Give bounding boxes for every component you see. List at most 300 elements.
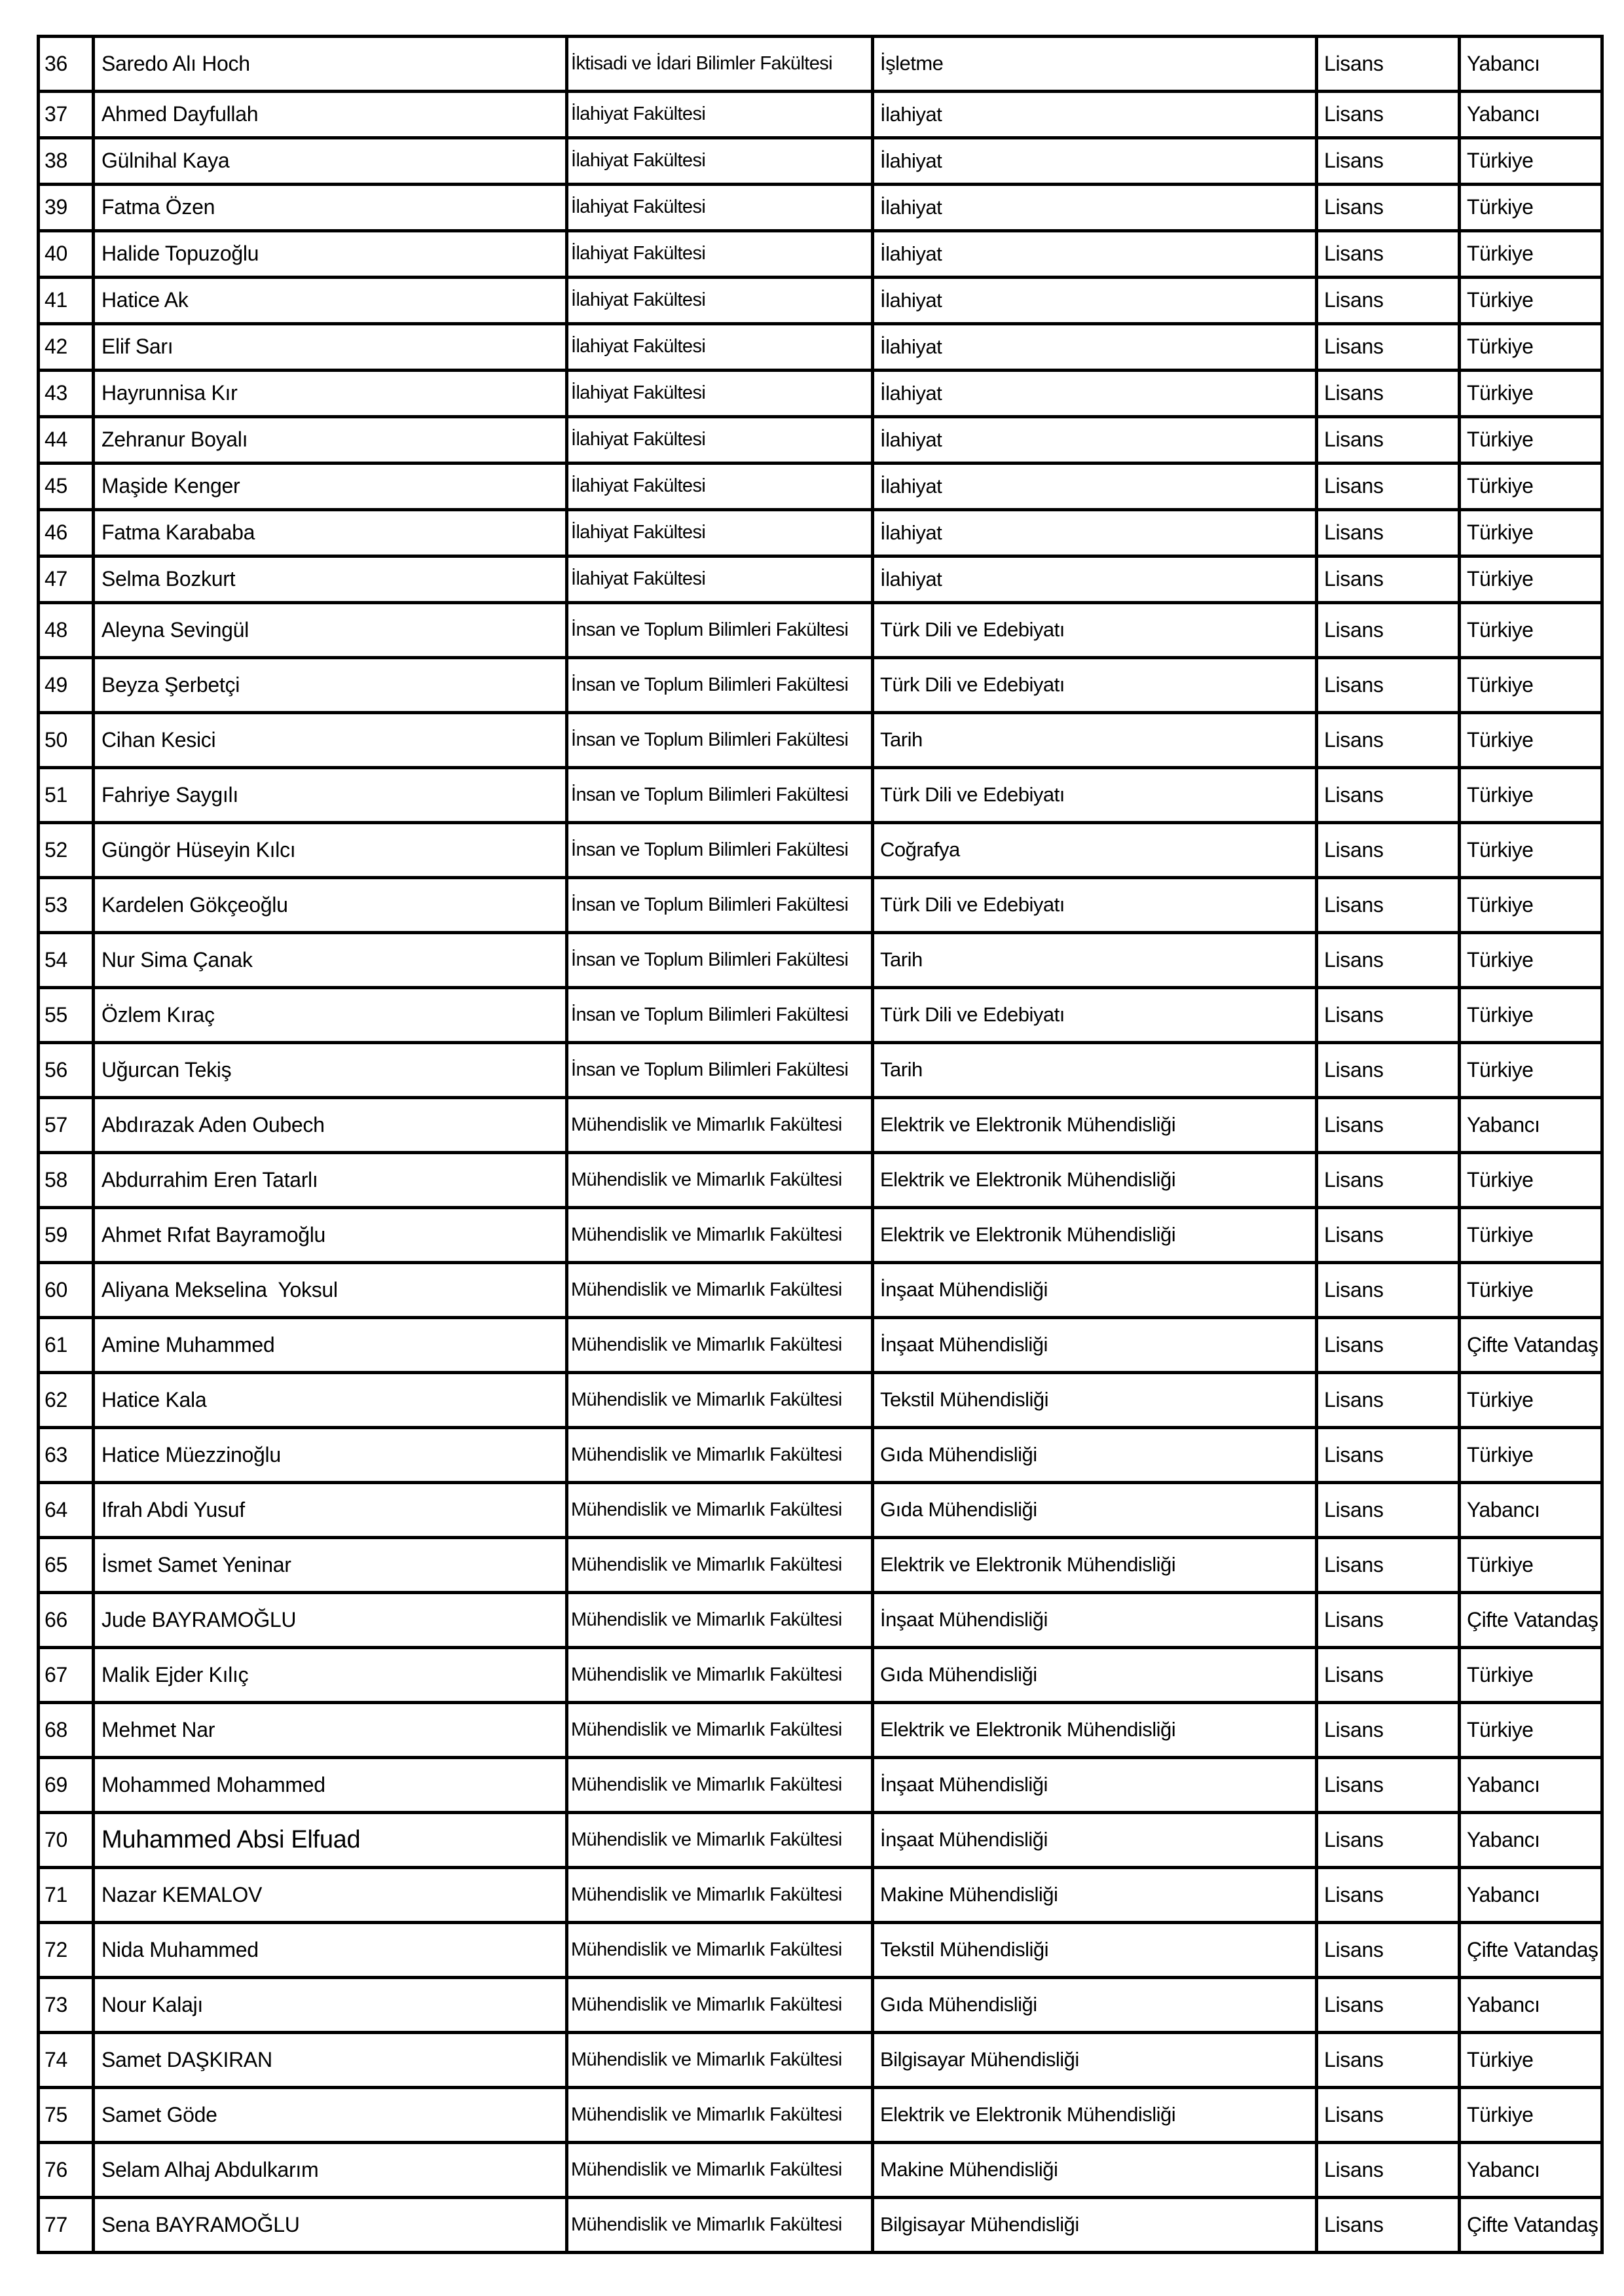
student-name-text: Maşide Kenger: [101, 474, 240, 498]
cell-row-number: [39, 1703, 94, 1758]
student-name-text: Mohammed Mohammed: [101, 1772, 325, 1796]
nationality-text: Türkiye: [1467, 1387, 1534, 1412]
student-name-text: Uğurcan Tekiş: [101, 1057, 232, 1082]
cell-degree-level: [1317, 658, 1460, 713]
nationality-text: Türkiye: [1467, 520, 1534, 545]
student-name-text: Elif Sarı: [101, 335, 174, 359]
cell-degree-level: [1317, 556, 1460, 603]
cell-row-number: [39, 2198, 94, 2253]
degree-level-text: Lisans: [1324, 381, 1384, 405]
student-name-text: Fahriye Saygılı: [101, 782, 238, 807]
cell-row-number: [39, 417, 94, 464]
cell-faculty: [567, 1923, 873, 1978]
row-number-text: 47: [45, 567, 67, 591]
cell-nationality: [1460, 2088, 1602, 2143]
cell-student-name: [94, 603, 567, 658]
cell-nationality: [1460, 1758, 1602, 1813]
department-text: Gıda Mühendisliği: [880, 1443, 1037, 1467]
cell-faculty: [567, 1703, 873, 1758]
cell-faculty: [567, 1208, 873, 1263]
nationality-text: Türkiye: [1467, 672, 1534, 697]
cell-row-number: [39, 1153, 94, 1208]
row-number-text: 73: [45, 1992, 67, 2016]
cell-nationality: [1460, 1538, 1602, 1593]
table-row: [39, 185, 1602, 231]
cell-row-number: [39, 1538, 94, 1593]
degree-level-text: Lisans: [1324, 1882, 1384, 1906]
student-name-text: Malik Ejder Kılıç: [101, 1662, 249, 1686]
row-number-text: 51: [45, 782, 67, 807]
cell-department: [873, 1098, 1317, 1153]
cell-student-name: [94, 92, 567, 138]
cell-degree-level: [1317, 510, 1460, 556]
cell-faculty: [567, 713, 873, 768]
degree-level-text: Lisans: [1324, 1827, 1384, 1851]
row-number-text: 57: [45, 1112, 67, 1137]
department-text: Gıda Mühendisliği: [880, 1498, 1037, 1522]
department-text: İnşaat Mühendisliği: [880, 1278, 1048, 1302]
nationality-text: Türkiye: [1467, 892, 1534, 917]
degree-level-text: Lisans: [1324, 1717, 1384, 1741]
faculty-text: İlahiyat Fakültesi: [571, 475, 706, 497]
cell-department: [873, 2088, 1317, 2143]
cell-faculty: [567, 1318, 873, 1373]
cell-nationality: [1460, 1428, 1602, 1483]
department-text: Elektrik ve Elektronik Mühendisliği: [880, 2103, 1176, 2126]
student-name-text: Ifrah Abdi Yusuf: [101, 1497, 245, 1522]
cell-department: [873, 1428, 1317, 1483]
cell-row-number: [39, 556, 94, 603]
department-text: İşletme: [880, 52, 944, 75]
department-text: Tarih: [880, 948, 923, 972]
cell-faculty: [567, 92, 873, 138]
faculty-text: Mühendislik ve Mimarlık Fakültesi: [571, 1609, 842, 1630]
cell-row-number: [39, 878, 94, 933]
row-number-text: 48: [45, 617, 67, 642]
cell-nationality: [1460, 324, 1602, 371]
department-text: Coğrafya: [880, 838, 960, 862]
degree-level-text: Lisans: [1324, 2212, 1384, 2236]
cell-row-number: [39, 185, 94, 231]
cell-student-name: [94, 1813, 567, 1868]
faculty-text: Mühendislik ve Mimarlık Fakültesi: [571, 1719, 842, 1740]
nationality-text: Türkiye: [1467, 474, 1534, 498]
cell-degree-level: [1317, 713, 1460, 768]
faculty-text: İlahiyat Fakültesi: [571, 522, 706, 543]
cell-student-name: [94, 1208, 567, 1263]
cell-degree-level: [1317, 37, 1460, 92]
degree-level-text: Lisans: [1324, 1937, 1384, 1961]
cell-degree-level: [1317, 878, 1460, 933]
cell-row-number: [39, 1758, 94, 1813]
row-number-text: 44: [45, 428, 67, 452]
row-number-text: 42: [45, 335, 67, 359]
cell-nationality: [1460, 2198, 1602, 2253]
cell-faculty: [567, 1428, 873, 1483]
cell-nationality: [1460, 1098, 1602, 1153]
row-number-text: 68: [45, 1717, 67, 1741]
student-name-text: Nour Kalajı: [101, 1992, 203, 2016]
nationality-text: Türkiye: [1467, 1002, 1534, 1027]
cell-student-name: [94, 1758, 567, 1813]
table-row: [39, 823, 1602, 878]
cell-nationality: [1460, 1208, 1602, 1263]
cell-department: [873, 138, 1317, 185]
table-row: [39, 1153, 1602, 1208]
cell-row-number: [39, 278, 94, 324]
faculty-text: Mühendislik ve Mimarlık Fakültesi: [571, 1664, 842, 1685]
row-number-text: 76: [45, 2157, 67, 2181]
cell-nationality: [1460, 1813, 1602, 1868]
student-name-text: Mehmet Nar: [101, 1717, 215, 1741]
nationality-text: Türkiye: [1467, 782, 1534, 807]
row-number-text: 75: [45, 2102, 67, 2126]
table-row: [39, 1098, 1602, 1153]
cell-nationality: [1460, 878, 1602, 933]
cell-student-name: [94, 1483, 567, 1538]
cell-student-name: [94, 988, 567, 1043]
cell-student-name: [94, 324, 567, 371]
cell-row-number: [39, 1043, 94, 1098]
cell-department: [873, 1483, 1317, 1538]
cell-degree-level: [1317, 1923, 1460, 1978]
nationality-text: Türkiye: [1467, 288, 1534, 312]
cell-student-name: [94, 417, 567, 464]
table-row: [39, 37, 1602, 92]
faculty-text: Mühendislik ve Mimarlık Fakültesi: [571, 1114, 842, 1135]
cell-degree-level: [1317, 2088, 1460, 2143]
nationality-text: Yabancı: [1467, 2157, 1540, 2181]
cell-department: [873, 510, 1317, 556]
nationality-text: Türkiye: [1467, 1057, 1534, 1082]
cell-student-name: [94, 185, 567, 231]
nationality-text: Çifte Vatandaş: [1467, 1937, 1598, 1961]
cell-faculty: [567, 231, 873, 278]
department-text: İlahiyat: [880, 102, 942, 126]
table-row: [39, 510, 1602, 556]
cell-degree-level: [1317, 1373, 1460, 1428]
cell-row-number: [39, 1923, 94, 1978]
table-row: [39, 658, 1602, 713]
cell-row-number: [39, 1813, 94, 1868]
row-number-text: 69: [45, 1772, 67, 1796]
student-name-text: Abdurrahim Eren Tatarlı: [101, 1167, 318, 1192]
cell-department: [873, 231, 1317, 278]
cell-department: [873, 417, 1317, 464]
cell-row-number: [39, 464, 94, 510]
degree-level-text: Lisans: [1324, 1167, 1384, 1192]
nationality-text: Yabancı: [1467, 1882, 1540, 1906]
cell-department: [873, 1208, 1317, 1263]
cell-row-number: [39, 933, 94, 988]
nationality-text: Türkiye: [1467, 567, 1534, 591]
cell-student-name: [94, 933, 567, 988]
department-text: İlahiyat: [880, 242, 942, 265]
cell-department: [873, 713, 1317, 768]
cell-department: [873, 1868, 1317, 1923]
cell-department: [873, 1978, 1317, 2033]
faculty-text: İnsan ve Toplum Bilimleri Fakültesi: [571, 1004, 849, 1025]
cell-degree-level: [1317, 231, 1460, 278]
faculty-text: İnsan ve Toplum Bilimleri Fakültesi: [571, 1059, 849, 1080]
cell-department: [873, 464, 1317, 510]
table-row: [39, 988, 1602, 1043]
cell-student-name: [94, 464, 567, 510]
student-name-text: Jude BAYRAMOĞLU: [101, 1607, 297, 1631]
cell-faculty: [567, 658, 873, 713]
student-name-text: Selam Alhaj Abdulkarım: [101, 2157, 319, 2181]
faculty-text: İlahiyat Fakültesi: [571, 196, 706, 218]
faculty-text: İlahiyat Fakültesi: [571, 382, 706, 404]
row-number-text: 41: [45, 288, 67, 312]
degree-level-text: Lisans: [1324, 51, 1384, 75]
department-text: Tekstil Mühendisliği: [880, 1388, 1049, 1412]
row-number-text: 64: [45, 1497, 67, 1522]
row-number-text: 36: [45, 51, 67, 75]
department-text: İnşaat Mühendisliği: [880, 1773, 1048, 1796]
cell-row-number: [39, 603, 94, 658]
student-name-text: İsmet Samet Yeninar: [101, 1552, 291, 1576]
cell-degree-level: [1317, 1538, 1460, 1593]
department-text: Bilgisayar Mühendisliği: [880, 2048, 1079, 2071]
degree-level-text: Lisans: [1324, 1277, 1384, 1302]
student-table-body: [39, 37, 1602, 2253]
cell-faculty: [567, 2033, 873, 2088]
cell-degree-level: [1317, 1263, 1460, 1318]
degree-level-text: Lisans: [1324, 1222, 1384, 1247]
degree-level-text: Lisans: [1324, 1002, 1384, 1027]
nationality-text: Türkiye: [1467, 2047, 1534, 2071]
cell-department: [873, 1263, 1317, 1318]
degree-level-text: Lisans: [1324, 1662, 1384, 1686]
degree-level-text: Lisans: [1324, 1992, 1384, 2016]
faculty-text: Mühendislik ve Mimarlık Fakültesi: [571, 1884, 842, 1905]
faculty-text: İnsan ve Toplum Bilimleri Fakültesi: [571, 949, 849, 970]
nationality-text: Yabancı: [1467, 1992, 1540, 2016]
row-number-text: 59: [45, 1222, 67, 1247]
faculty-text: Mühendislik ve Mimarlık Fakültesi: [571, 1829, 842, 1850]
cell-nationality: [1460, 1318, 1602, 1373]
faculty-text: İlahiyat Fakültesi: [571, 429, 706, 450]
row-number-text: 71: [45, 1882, 67, 1906]
cell-department: [873, 1648, 1317, 1703]
department-text: İnşaat Mühendisliği: [880, 1333, 1048, 1357]
cell-student-name: [94, 556, 567, 603]
cell-faculty: [567, 1538, 873, 1593]
faculty-text: Mühendislik ve Mimarlık Fakültesi: [571, 2159, 842, 2180]
cell-row-number: [39, 37, 94, 92]
cell-faculty: [567, 2088, 873, 2143]
faculty-text: İlahiyat Fakültesi: [571, 243, 706, 264]
cell-nationality: [1460, 92, 1602, 138]
faculty-text: Mühendislik ve Mimarlık Fakültesi: [571, 1499, 842, 1520]
faculty-text: Mühendislik ve Mimarlık Fakültesi: [571, 1169, 842, 1190]
table-row: [39, 556, 1602, 603]
department-text: Elektrik ve Elektronik Mühendisliği: [880, 1223, 1176, 1247]
row-number-text: 66: [45, 1607, 67, 1631]
cell-student-name: [94, 278, 567, 324]
cell-department: [873, 933, 1317, 988]
cell-degree-level: [1317, 1648, 1460, 1703]
department-text: Gıda Mühendisliği: [880, 1663, 1037, 1686]
cell-student-name: [94, 1923, 567, 1978]
table-row: [39, 1593, 1602, 1648]
cell-nationality: [1460, 1263, 1602, 1318]
row-number-text: 65: [45, 1552, 67, 1576]
cell-degree-level: [1317, 464, 1460, 510]
student-name-text: Nida Muhammed: [101, 1937, 259, 1961]
cell-department: [873, 2033, 1317, 2088]
cell-department: [873, 768, 1317, 823]
department-text: İnşaat Mühendisliği: [880, 1828, 1048, 1851]
student-name-text: Aliyana Mekselina Yoksul: [101, 1277, 338, 1302]
cell-faculty: [567, 371, 873, 417]
row-number-text: 63: [45, 1442, 67, 1467]
faculty-text: İnsan ve Toplum Bilimleri Fakültesi: [571, 784, 849, 805]
cell-row-number: [39, 988, 94, 1043]
cell-student-name: [94, 1868, 567, 1923]
document-sheet: [37, 35, 1604, 2254]
cell-nationality: [1460, 658, 1602, 713]
row-number-text: 52: [45, 837, 67, 862]
cell-faculty: [567, 1868, 873, 1923]
nationality-text: Türkiye: [1467, 1277, 1534, 1302]
cell-department: [873, 1538, 1317, 1593]
row-number-text: 49: [45, 672, 67, 697]
student-name-text: Güngör Hüseyin Kılcı: [101, 837, 296, 862]
cell-degree-level: [1317, 1318, 1460, 1373]
cell-student-name: [94, 768, 567, 823]
cell-department: [873, 371, 1317, 417]
degree-level-text: Lisans: [1324, 474, 1384, 498]
cell-nationality: [1460, 138, 1602, 185]
department-text: İlahiyat: [880, 335, 942, 358]
cell-row-number: [39, 138, 94, 185]
cell-nationality: [1460, 1043, 1602, 1098]
cell-degree-level: [1317, 603, 1460, 658]
degree-level-text: Lisans: [1324, 947, 1384, 972]
row-number-text: 54: [45, 947, 67, 972]
cell-nationality: [1460, 1923, 1602, 1978]
nationality-text: Türkiye: [1467, 242, 1534, 266]
department-text: İlahiyat: [880, 195, 942, 219]
degree-level-text: Lisans: [1324, 242, 1384, 266]
cell-department: [873, 1043, 1317, 1098]
cell-nationality: [1460, 2143, 1602, 2198]
nationality-text: Türkiye: [1467, 1552, 1534, 1576]
cell-faculty: [567, 2143, 873, 2198]
cell-row-number: [39, 1868, 94, 1923]
student-name-text: Saredo Alı Hoch: [101, 51, 250, 75]
cell-row-number: [39, 510, 94, 556]
cell-degree-level: [1317, 417, 1460, 464]
student-name-text: Ahmet Rıfat Bayramoğlu: [101, 1222, 325, 1247]
cell-row-number: [39, 658, 94, 713]
faculty-text: Mühendislik ve Mimarlık Fakültesi: [571, 1334, 842, 1355]
row-number-text: 67: [45, 1662, 67, 1686]
cell-student-name: [94, 1978, 567, 2033]
table-row: [39, 138, 1602, 185]
table-row: [39, 603, 1602, 658]
cell-department: [873, 878, 1317, 933]
cell-degree-level: [1317, 988, 1460, 1043]
student-name-text: Hatice Müezzinoğlu: [101, 1442, 281, 1467]
cell-row-number: [39, 2143, 94, 2198]
cell-student-name: [94, 1538, 567, 1593]
degree-level-text: Lisans: [1324, 1552, 1384, 1576]
student-name-text: Hatice Kala: [101, 1387, 207, 1412]
cell-degree-level: [1317, 1483, 1460, 1538]
cell-student-name: [94, 658, 567, 713]
cell-department: [873, 2143, 1317, 2198]
degree-level-text: Lisans: [1324, 102, 1384, 126]
table-row: [39, 417, 1602, 464]
table-row: [39, 1923, 1602, 1978]
cell-department: [873, 278, 1317, 324]
department-text: Türk Dili ve Edebiyatı: [880, 783, 1065, 807]
cell-student-name: [94, 37, 567, 92]
department-text: İlahiyat: [880, 428, 942, 451]
cell-faculty: [567, 1978, 873, 2033]
department-text: Türk Dili ve Edebiyatı: [880, 1003, 1065, 1027]
student-name-text: Hayrunnisa Kır: [101, 381, 238, 405]
cell-nationality: [1460, 603, 1602, 658]
cell-degree-level: [1317, 1153, 1460, 1208]
cell-department: [873, 556, 1317, 603]
nationality-text: Türkiye: [1467, 195, 1534, 219]
degree-level-text: Lisans: [1324, 1112, 1384, 1137]
cell-degree-level: [1317, 185, 1460, 231]
table-row: [39, 1043, 1602, 1098]
degree-level-text: Lisans: [1324, 837, 1384, 862]
nationality-text: Türkiye: [1467, 1717, 1534, 1741]
cell-nationality: [1460, 1593, 1602, 1648]
cell-department: [873, 658, 1317, 713]
cell-faculty: [567, 1098, 873, 1153]
cell-faculty: [567, 1153, 873, 1208]
department-text: Türk Dili ve Edebiyatı: [880, 618, 1065, 642]
cell-faculty: [567, 823, 873, 878]
department-text: Türk Dili ve Edebiyatı: [880, 673, 1065, 697]
cell-nationality: [1460, 371, 1602, 417]
table-row: [39, 1978, 1602, 2033]
table-row: [39, 2088, 1602, 2143]
table-row: [39, 2198, 1602, 2253]
department-text: İlahiyat: [880, 149, 942, 172]
faculty-text: İlahiyat Fakültesi: [571, 336, 706, 357]
cell-student-name: [94, 1593, 567, 1648]
cell-student-name: [94, 1703, 567, 1758]
department-text: Elektrik ve Elektronik Mühendisliği: [880, 1113, 1176, 1137]
department-text: Türk Dili ve Edebiyatı: [880, 893, 1065, 917]
cell-student-name: [94, 1428, 567, 1483]
cell-degree-level: [1317, 371, 1460, 417]
cell-row-number: [39, 1483, 94, 1538]
cell-row-number: [39, 1428, 94, 1483]
cell-department: [873, 324, 1317, 371]
cell-row-number: [39, 371, 94, 417]
faculty-text: İnsan ve Toplum Bilimleri Fakültesi: [571, 674, 849, 695]
cell-nationality: [1460, 1483, 1602, 1538]
table-row: [39, 1813, 1602, 1868]
nationality-text: Türkiye: [1467, 617, 1534, 642]
cell-degree-level: [1317, 92, 1460, 138]
student-name-text: Hatice Ak: [101, 288, 189, 312]
cell-student-name: [94, 2033, 567, 2088]
row-number-text: 43: [45, 381, 67, 405]
table-row: [39, 2143, 1602, 2198]
cell-degree-level: [1317, 2033, 1460, 2088]
